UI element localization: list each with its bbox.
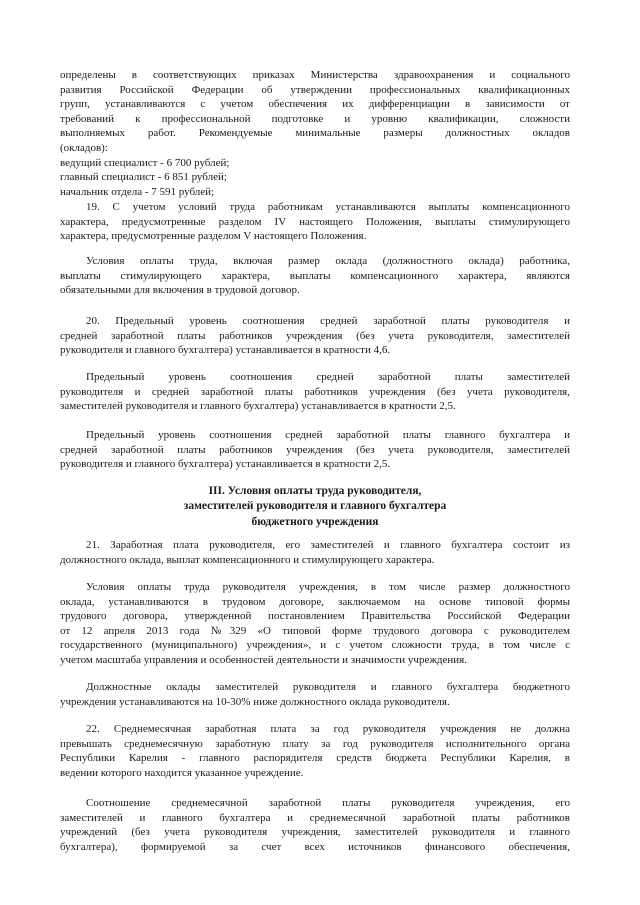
text-line: выплаты стимулирующего характера, выплаты компенсационного характера, являются (60, 269, 570, 282)
text-line: учреждений (без учета руководителя учреждения, заместителей руководителя и главного (60, 826, 570, 839)
text-line: учреждения устанавливаются на 10-30% ниже должностного оклада руководителя. (60, 695, 450, 708)
text-line: средней заработной платы работников учреждения (без учета руководителя, заместителей (60, 443, 570, 456)
text-line: выполняемых работ. Рекомендуемые минимальные размеры должностных окладов (60, 127, 570, 140)
text-line: заместителей и главного бухгалтера и среднемесячной заработной платы работников (60, 811, 570, 824)
section-heading (60, 484, 570, 530)
paragraph-average-ratio (60, 796, 570, 854)
paragraph-accountant-ratio (60, 428, 570, 472)
text-line: требований к профессиональной подготовке и уровню квалификации, сложности (60, 112, 570, 125)
salary-item: начальник отдела - 7 591 рублей; (60, 185, 215, 198)
text-line: бухгалтера), формируемой за счет всех источников финансового обеспечения, (60, 840, 570, 853)
text-line: руководителя и главного бухгалтера) устанавливается в кратности 4,6. (60, 344, 391, 357)
paragraph-head-conditions (60, 580, 570, 668)
text-line: Соотношение среднемесячной заработной платы руководителя учреждения, его (86, 797, 570, 809)
text-line: от 12 апреля 2013 года №329 «О типовой форме трудового договора с руководителем (60, 624, 570, 637)
heading-line: III. Условия оплаты труда руководителя, (208, 485, 422, 497)
paragraph-conditions (60, 254, 570, 298)
text-line: государственного (муниципального) учреждения», и с учетом сложности труда, в том числе с (60, 639, 570, 652)
salary-item: ведущий специалист - 6 700 рублей; (60, 156, 230, 169)
text-line: средней заработной платы работников учреждения (без учета руководителя, заместителей (60, 329, 570, 342)
paragraph-20 (60, 314, 570, 358)
paragraph-22 (60, 722, 570, 780)
text-line: заместителей руководителя и главного бухгалтера) устанавливается в кратности 2,5. (60, 400, 456, 413)
text-line: 20. Предельный уровень соотношения средней заработной платы руководителя и (86, 315, 570, 327)
text-line: руководителя и главного бухгалтера) устанавливается в кратности 2,5. (60, 458, 391, 471)
text-line: (окладов): (60, 141, 108, 154)
text-line: Должностные оклады заместителей руководителя и главного бухгалтера бюджетного (86, 681, 570, 693)
text-line: развития Российской Федерации об утверждении профессиональных квалификационных (60, 83, 570, 96)
text-line: должностного оклада, выплат компенсационного и стимулирующего характера. (60, 553, 435, 566)
text-line: трудового договора, утвержденной постановлением Правительства Российской Федерации (60, 610, 570, 623)
heading-line: бюджетного учреждения (251, 515, 379, 528)
paragraph-deputy-salaries (60, 680, 570, 709)
text-line: групп, устанавливаются с учетом обеспечения их дифференциации в зависимости от (60, 98, 570, 111)
text-line: учетом масштаба управления и особенностей деятельности и значимости учреждения. (60, 653, 467, 666)
paragraph-21 (60, 538, 570, 567)
text-line: руководителя и средней заработной платы работников учреждения (без учета руководителя, (60, 385, 570, 398)
text-line: Предельный уровень соотношения средней заработной платы заместителей (86, 371, 570, 383)
text-line: характера, предусмотренные разделом IV настоящего Положения, выплаты стимулирующего (60, 215, 570, 228)
text-line: Республики Карелия - главного распорядителя средств бюджета Республики Карелия, в (60, 752, 570, 765)
text-line: превышать среднемесячную заработную плату за год руководителя исполнительного органа (60, 737, 570, 750)
salary-item: главный специалист - 6 851 рублей; (60, 171, 227, 184)
text-line: 19. С учетом условий труда работникам устанавливаются выплаты компенсационного (86, 201, 570, 213)
text-line: Предельный уровень соотношения средней заработной платы главного бухгалтера и (86, 429, 570, 441)
paragraph-19 (60, 200, 570, 244)
text-line: Условия оплаты труда руководителя учреждения, в том числе размер должностного (86, 581, 570, 593)
text-line: обязательными для включения в трудовой договор. (60, 284, 300, 297)
text-line: 21. Заработная плата руководителя, его заместителей и главного бухгалтера состоит из (86, 539, 570, 551)
text-line: характера, предусмотренные разделом V настоящего Положения. (60, 230, 367, 243)
paragraph-18-continuation (60, 68, 570, 199)
heading-line: заместителей руководителя и главного бухгалтера (183, 500, 447, 513)
text-line: 22. Среднемесячная заработная плата за год руководителя учреждения не должна (86, 723, 570, 735)
text-line: определены в соответствующих приказах Министерства здравоохранения и социального (60, 69, 570, 81)
paragraph-deputies-ratio (60, 370, 570, 414)
text-line: Условия оплаты труда, включая размер оклада (должностного оклада) работника, (86, 255, 570, 267)
text-line: ведении которого находится указанное учреждение. (60, 766, 304, 779)
text-line: оклада, устанавливаются в трудовом договоре, заключаемом на основе типовой формы (60, 595, 570, 608)
